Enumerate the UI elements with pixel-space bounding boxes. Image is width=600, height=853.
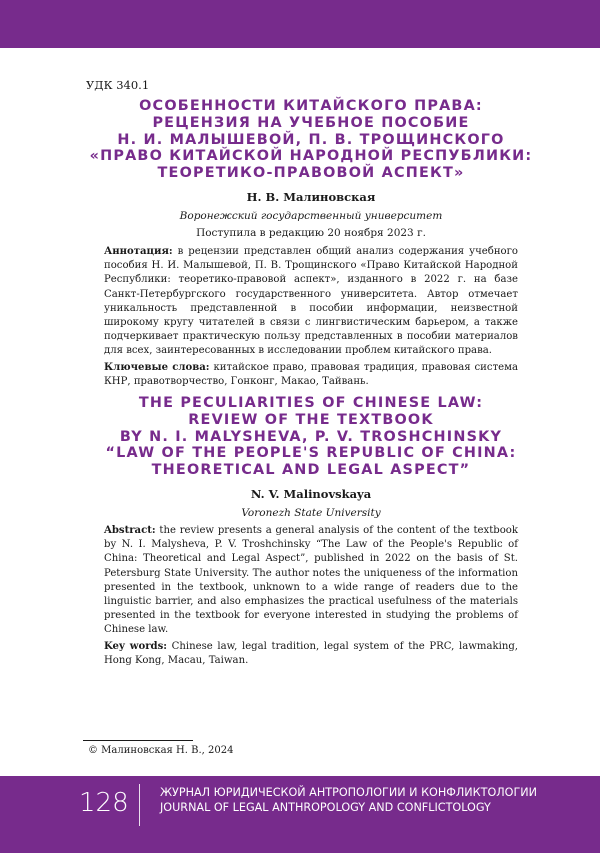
title-ru-line: «ПРАВО КИТАЙСКОЙ НАРОДНОЙ РЕСПУБЛИКИ: [89, 148, 533, 165]
keywords-ru-label: Ключевые слова: [104, 361, 210, 373]
title-en-line: THEORETICAL AND LEGAL ASPECT” [151, 462, 471, 479]
abstract-ru-text: в рецензии представлен общий анализ содержания учебного пособия Н. И. Малышевой, П. В. Трощинского «Право Китайской Народной Республики: теоретико-правовой аспект», изданного в 2022 г. на базе Санкт-Петербургского государственного университета. Автор отмечает уникальность представленной в пособии информации, неизвестной широкому кругу читателей в связи с лингвистическим барьером, а также подчеркивает практическую пользу представленных в пособии материалов для всех, заинтересованных в исследовании проблем китайского права. [104, 245, 518, 357]
keywords-en-label: Key words: [104, 640, 168, 652]
title-ru-line: Н. И. МАЛЫШЕВОЙ, П. В. ТРОЩИНСКОГО [117, 131, 505, 148]
author-ru: Н. В. Малиновская [246, 189, 376, 204]
title-ru [84, 98, 538, 182]
author-en: N. V. Malinovskaya [250, 487, 372, 501]
title-en [84, 395, 538, 479]
footer-divider [139, 784, 140, 826]
page-number: 128 [79, 788, 129, 818]
title-en-line: THE PECULIARITIES OF CHINESE LAW: [138, 395, 484, 412]
abstract-en-text: the review presents a general analysis of the content of the textbook by N. I. Malysheva, P. V. Troshchinsky “The Law of the People's Republic of China: Theoretical and Legal Aspect”, published in 2022 on the basis of St. Petersburg State University. The author notes the uniqueness of the information presented in the textbook, unknown to a wide range of readers due to the linguistic barrier, and also emphasizes the practical usefulness of the materials presented in the textbook for everyone interested in studying the problems of Chinese law. [104, 525, 518, 636]
copyright-note: © Малиновская Н. В., 2024 [88, 745, 234, 756]
journal-title-ru: ЖУРНАЛ ЮРИДИЧЕСКОЙ АНТРОПОЛОГИИ И КОНФЛИКТОЛОГИИ [160, 786, 538, 799]
keywords-ru [104, 361, 518, 389]
abstract-en-label: Abstract: [104, 525, 156, 536]
title-en-line: BY N. I. MALYSHEVA, P. V. TROSHCHINSKY [119, 428, 503, 445]
abstract-en [104, 524, 518, 638]
keywords-en [104, 640, 518, 668]
keywords-en-text: Chinese law, legal tradition, legal system of the PRC, lawmaking, Hong Kong, Macau, Taiwan. [104, 640, 519, 666]
journal-title [160, 786, 537, 815]
abstract-ru [104, 245, 518, 359]
received-date: Поступила в редакцию 20 ноября 2023 г. [196, 226, 426, 239]
footer-bar [0, 776, 600, 853]
abstract-ru-label: Аннотация: [104, 245, 173, 257]
affiliation-en: Voronezh State University [241, 507, 381, 519]
keywords-ru-text: китайское право, правовая традиция, правовая система КНР, правотворчество, Гонконг, Макао, Тайвань. [104, 361, 518, 387]
article-header [86, 78, 533, 670]
footnote-divider [83, 740, 193, 741]
udk-code: УДК 340.1 [86, 78, 150, 92]
title-ru-line: ОСОБЕННОСТИ КИТАЙСКОГО ПРАВА: [139, 98, 483, 114]
affiliation-ru: Воронежский государственный университет [179, 209, 443, 222]
top-color-bar [0, 0, 600, 48]
title-en-line: “LAW OF THE PEOPLE'S REPUBLIC OF CHINA: [105, 445, 517, 462]
title-ru-line: РЕЦЕНЗИЯ НА УЧЕБНОЕ ПОСОБИЕ [152, 114, 470, 131]
title-en-line: REVIEW OF THE TEXTBOOK [188, 411, 434, 428]
journal-title-en: JOURNAL OF LEGAL ANTHROPOLOGY AND CONFLICTOLOGY [160, 800, 491, 814]
title-ru-line: ТЕОРЕТИКО-ПРАВОВОЙ АСПЕКТ» [157, 165, 465, 182]
